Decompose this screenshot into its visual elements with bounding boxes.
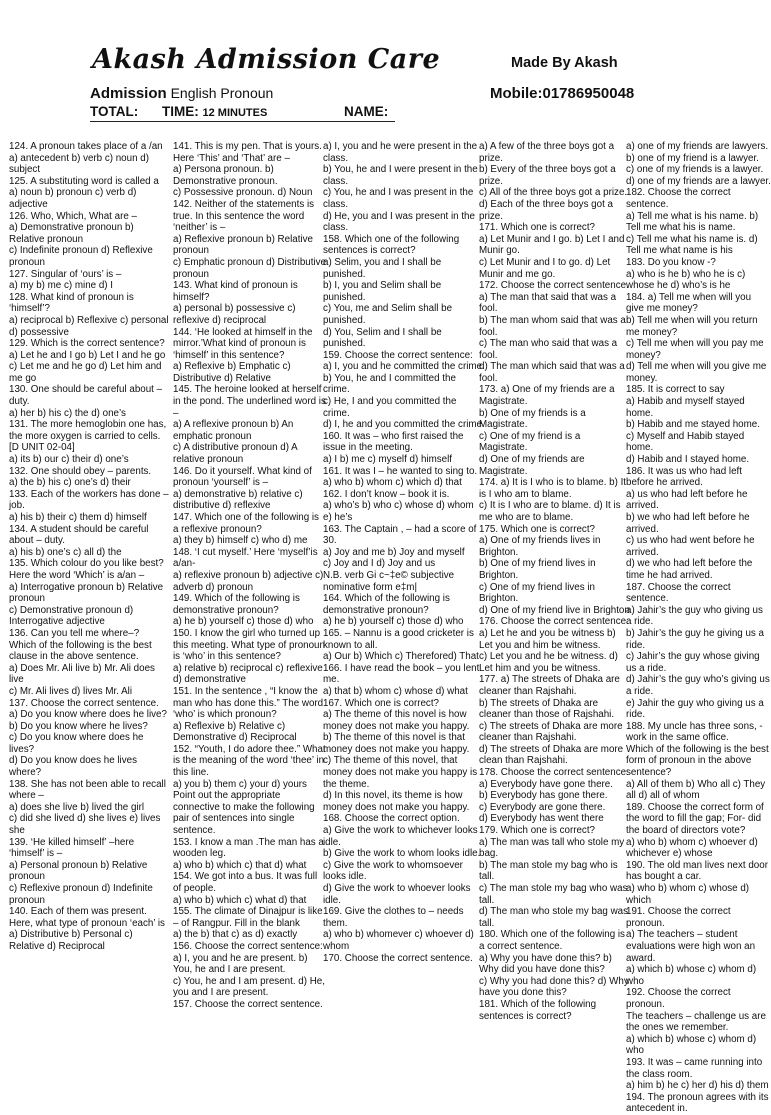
question-line: 135. Which colour do you like best? Here the word ‘Which’ is a/an –: [9, 558, 164, 581]
question-line: c) Indefinite pronoun d) Reflexive pronoun: [9, 245, 153, 268]
question-line: c) Myself and Habib stayed home.: [626, 430, 745, 454]
question-line: a) they b) himself c) who d) me: [173, 535, 308, 547]
question-line: 178. Choose the correct sentence:: [479, 767, 629, 779]
question-line: 153. I know a man .The man has a wooden leg.: [173, 836, 324, 860]
question-line: d) Jahir’s the guy who’s giving us a ride.: [626, 674, 770, 697]
question-line: b) You, he and I committed the crime.: [323, 372, 456, 396]
question-line: a) The man was tall who stole my bag.: [479, 836, 625, 860]
question-line: c) Demonstrative pronoun d) Interrogative adjective: [9, 604, 134, 628]
question-line: 150. I know the girl who turned up this meeting. What type of pronoun is ‘who’ in this sentence?: [173, 627, 325, 663]
question-line: b) You, he and I were present in the class.: [323, 164, 478, 187]
question-line: a) who b) whom c) whoever d) whichever e) whose: [626, 836, 758, 860]
question-line: 154. We got into a bus. It was full of people.: [173, 871, 318, 894]
question-line: d) Habib and I stayed home.: [626, 454, 750, 466]
question-line: a) Give the work to whichever looks idle.: [323, 825, 478, 848]
question-line: c) us who had went before he arrived.: [626, 535, 755, 558]
time-label: TIME:: [162, 104, 199, 119]
question-line: 190. The old man lives next door has bought a car.: [626, 859, 768, 883]
question-line: a) Our b) Which c) Therefored) That: [323, 651, 479, 663]
question-line: d) Each of the three boys got a prize.: [479, 198, 613, 222]
question-line: a) that b) whom c) whose d) what: [323, 685, 468, 697]
question-line: a) Habib and myself stayed home.: [626, 396, 745, 419]
question-line: a) The teachers – student evaluations were high won an award.: [626, 929, 756, 964]
question-line: a) Reflexive pronoun b) Relative pronoun: [173, 233, 313, 257]
question-line: a) Let he and I go b) Let I and he go: [9, 349, 166, 361]
question-line: b) one of my friend is a lawyer.: [626, 152, 759, 164]
question-line: c) The man who said that was a fool.: [479, 338, 618, 361]
question-line: b) Give the work to whom looks idle.: [323, 848, 481, 860]
question-line: b) The man stole my bag who is tall.: [479, 859, 618, 883]
question-line: a) reflexive pronoun b) adjective c) adverb d) pronoun: [173, 569, 324, 593]
question-line: b) Habib and me stayed home.: [626, 419, 760, 431]
question-line: a) I, you and he committed the crime.: [323, 361, 485, 373]
question-line: a) I, you and he were present in the class.: [323, 141, 478, 164]
question-line: 167. Which one is correct?: [323, 697, 439, 709]
question-line: a) A reflexive pronoun b) An emphatic pronoun: [173, 419, 294, 442]
question-line: d) Everybody has went there: [479, 813, 604, 825]
question-line: c) One of my friend lives in Brighton.: [479, 581, 595, 605]
question-line: a) Why you have done this? b) Why did you have done this?: [479, 952, 612, 976]
question-line: d) In this novel, its theme is how money does not make you happy.: [323, 790, 470, 813]
question-line: 172. Choose the correct sentence.: [479, 280, 629, 292]
question-line: 128. What kind of pronoun is ‘himself’?: [9, 291, 134, 315]
question-line: a) Does Mr. Ali live b) Mr. Ali does live: [9, 662, 155, 686]
question-line: a) I, you and he are present. b) You, he and I are present.: [173, 952, 308, 976]
question-line: c) Emphatic pronoun d) Distributive pronoun: [173, 256, 327, 280]
question-line: 160. It was – who first raised the issue in the meeting.: [323, 430, 464, 454]
question-line: 152. “Youth, I do adore thee.” What is the meaning of the word ‘thee’ in this line.: [173, 743, 326, 779]
question-line: 138. She has not been able to recall where –: [9, 778, 166, 802]
question-line: a) which b) whose c) whom d) who: [626, 1033, 757, 1057]
question-line: a) him b) he c) her d) his d) them: [626, 1080, 769, 1092]
question-line: a) his b) their c) them d) himself: [9, 512, 147, 523]
question-line: 132. One should obey – parents.: [9, 465, 152, 477]
question-line: 189. Choose the correct form of the word to fill the gap; For- did the board of directors vote?: [626, 801, 764, 837]
question-line: 156. Choose the correct sentence:: [173, 940, 323, 952]
question-column-3: [323, 141, 485, 1021]
question-line: c) Joy and I d) Joy and us: [323, 558, 436, 570]
question-line: a) Personal pronoun b) Relative pronoun: [9, 859, 148, 883]
question-line: 141. This is my pen. That is yours. Here ‘This’ and ‘That’ are –: [173, 141, 322, 164]
question-line: a) my b) me c) mine d) I: [9, 280, 113, 292]
question-line: d) The man who stole my bag was tall.: [479, 906, 629, 929]
question-line: c) Everybody are gone there.: [479, 801, 606, 813]
question-line: 158. Which one of the following sentences is correct?: [323, 233, 460, 257]
question-line: c) The streets of Dhaka are more cleaner than Rajshahi.: [479, 720, 623, 744]
question-line: a) Let Munir and I go. b) Let I and Munir go.: [479, 233, 625, 257]
question-line: c) Let you and he be witness. d) Let him and you be witness.: [479, 651, 618, 674]
exam-info-line: [90, 104, 388, 119]
question-line: 129. Which is the correct sentence?: [9, 338, 165, 350]
question-line: a) which b) whose c) whom d) who: [626, 964, 757, 987]
question-line: d) You, Selim and I shall be punished.: [323, 326, 442, 350]
question-column-5: [626, 141, 771, 1115]
question-line: b) The theme of this novel is that money does not make you happy.: [323, 732, 470, 755]
question-line: a) personal b) possessive c) reflexive d) reciprocal: [173, 303, 296, 326]
question-line: 192. Choose the correct pronoun.: [626, 987, 731, 1010]
brand-title: Akash Admission Care: [92, 44, 441, 75]
question-line: 184. a) Tell me when will you give me money?: [626, 291, 752, 315]
question-line: 130. One should be careful about – duty.: [9, 384, 163, 408]
question-line: 145. The heroine looked at herself in the pond. The underlined word is –: [173, 384, 326, 419]
question-line: 147. Which one of the following is a reflexive pronoun?: [173, 512, 319, 535]
question-line: 187. Choose the correct sentence.: [626, 581, 731, 605]
question-line: 157. Choose the correct sentence.: [173, 998, 323, 1010]
question-line: a) who b) which c) that d) what: [173, 859, 307, 871]
question-line: 125. A substituting word is called a: [9, 175, 159, 187]
question-line: d) The streets of Dhaka are more clean than Rajshahi.: [479, 743, 624, 767]
question-line: 168. Choose the correct option.: [323, 813, 460, 825]
question-line: 134. A student should be careful about – duty.: [9, 523, 149, 547]
question-line: d) He, you and I was present in the class.: [323, 210, 475, 234]
worksheet-header: [0, 0, 768, 136]
question-line: a) her b) his c) the d) one’s: [9, 407, 126, 419]
question-line: c) It is I who are to blame. d) It is me who are to blame.: [479, 500, 621, 523]
question-line: 164. Which of the following is demonstrative pronoun?: [323, 593, 450, 616]
question-line: a) Selim, you and I shall be punished.: [323, 256, 442, 280]
question-line: d) I, he and you committed the crime.: [323, 419, 485, 431]
question-line: a) Jahir’s the guy who giving us a ride.: [626, 604, 763, 628]
question-line: d) One of my friend live in Brighton: [479, 604, 630, 616]
question-line: 185. It is correct to say: [626, 384, 725, 396]
question-line: a) who b) whom c) whose d) which: [626, 883, 750, 906]
question-line: a) relative b) reciprocal c) reflexive d) demonstrative: [173, 662, 323, 686]
question-line: d) The man which said that was a fool.: [479, 361, 625, 384]
question-line: d) we who had left before the time he had arrived.: [626, 558, 753, 581]
made-by-label: Made By Akash: [511, 55, 618, 71]
question-line: a) his b) one’s c) all d) the: [9, 546, 122, 558]
question-line: b) One of my friend lives in Brighton.: [479, 558, 596, 581]
question-line: 175. Which one is correct?: [479, 523, 595, 535]
question-line: 131. The more hemoglobin one has, the more oxygen is carried to cells. [D UNIT 02-04]: [9, 419, 167, 454]
question-line: 133. Each of the workers has done – job.: [9, 488, 169, 512]
time-value: 12 MINUTES: [202, 107, 268, 119]
question-line: a) Reflexive b) Relative c) Demonstrative d) Reciprocal: [173, 720, 297, 744]
question-line: c) Let Munir and I to go. d) Let Munir and me go.: [479, 256, 611, 280]
question-line: c) He, I and you committed the crime.: [323, 396, 457, 419]
question-line: 191. Choose the correct pronoun.: [626, 906, 731, 929]
question-line: 188. My uncle has three sons, - work in the same office.: [626, 720, 763, 744]
question-line: 136. Can you tell me where–? Which of the following is the best clause in the above sentence.: [9, 627, 152, 663]
question-line: c) Reflexive pronoun d) Indefinite pronoun: [9, 883, 153, 906]
question-line: b) Everybody has gone there.: [479, 790, 608, 802]
question-line: d) Do you know does he lives where?: [9, 755, 137, 779]
question-columns: [9, 141, 771, 1115]
question-line: 161. It was I – he wanted to sing to.: [323, 465, 478, 477]
question-line: 151. In the sentence , “I know the man who has done this.” The word ‘who’ is which pronoun?: [173, 685, 324, 721]
question-line: a) antecedent b) verb c) noun d) subject: [9, 152, 149, 176]
question-line: 174. a) It is I who is to blame. b) It is I who am to blame.: [479, 477, 627, 500]
question-line: 180. Which one of the following is a correct sentence.: [479, 929, 625, 952]
question-line: 144. ‘He looked at himself in the mirror.’What kind of pronoun is ‘himself’ in this sentence?: [173, 326, 313, 361]
question-line: e) Jahir the guy who giving us a ride.: [626, 697, 764, 721]
question-line: a) One of my friends lives in Brighton.: [479, 535, 601, 558]
question-line: c) Possessive pronoun. d) Noun: [173, 187, 313, 199]
question-line: a) Interrogative pronoun b) Relative pronoun: [9, 581, 164, 605]
question-line: a) Joy and me b) Joy and myself: [323, 546, 465, 558]
question-line: a) A few of the three boys got a prize.: [479, 141, 615, 164]
question-line: 142. Neither of the statements is true. In this sentence the word ‘neither’ is –: [173, 198, 315, 234]
question-line: 127. Singular of ‘ours’ is –: [9, 268, 122, 280]
question-line: a) Distributive b) Personal c) Relative d) Reciprocal: [9, 929, 133, 952]
question-line: b) Jahir’s the guy he giving us a ride.: [626, 627, 764, 651]
question-line: a) Demonstrative pronoun b) Relative pronoun: [9, 222, 134, 245]
question-line: 170. Choose the correct sentence.: [323, 952, 473, 964]
question-line: 182. Choose the correct sentence.: [626, 187, 731, 210]
question-line: b) The man whom said that was a fool.: [479, 314, 626, 338]
question-line: 155. The climate of Dinajpur is like – of Rangpur. Fill in the blank: [173, 906, 323, 929]
question-line: 165. – Nannu is a good cricketer is known to all.: [323, 627, 474, 651]
question-line: a) who b) which c) what d) that: [173, 894, 307, 906]
question-line: 148. ‘I cut myself.’ Here ‘myself’is a/an-: [173, 546, 318, 570]
question-line: a) you b) them c) your d) yours Point out the appropriate connective to make the following pair of sentences into single sentence.: [173, 778, 315, 837]
question-line: a) Do you know where does he live?: [9, 709, 167, 721]
question-line: c) You, me and Selim shall be punished.: [323, 303, 453, 326]
mobile-number: Mobile:01786950048: [490, 85, 635, 102]
question-line: b) we who had left before he arrived.: [626, 512, 750, 535]
question-line: 194. The pronoun agrees with its antecedent in.: [626, 1091, 769, 1115]
question-line: 146. Do it yourself. What kind of pronoun ‘yourself’ is –: [173, 465, 312, 489]
question-line: c) All of the three boys got a prize.: [479, 187, 628, 199]
question-line: a) its b) our c) their d) one’s: [9, 454, 129, 466]
question-line: 193. It was – came running into the class room.: [626, 1056, 763, 1080]
question-line: c) Jahir’s the guy whose giving us a ride.: [626, 651, 760, 674]
question-line: a) All of them b) Who all c) They all d) all of whom: [626, 778, 766, 802]
question-line: Which of the following is the best form of pronoun in the above sentence?: [626, 743, 769, 779]
question-line: c) did she lived d) she lives e) lives she: [9, 813, 161, 837]
question-line: a) Everybody have gone there.: [479, 778, 613, 790]
question-line: a) who b) whomever c) whoever d) whom: [323, 929, 474, 952]
time-block: [162, 104, 344, 119]
question-line: b) I, you and Selim shall be punished.: [323, 280, 442, 303]
question-line: b) Do you know where he lives?: [9, 720, 148, 732]
question-line: a) Let he and you be witness b) Let you and him be witness.: [479, 627, 616, 651]
question-column-2: [173, 141, 326, 1021]
question-line: The teachers – challenge us are the ones we remember.: [626, 1010, 766, 1034]
question-line: 171. Which one is correct?: [479, 222, 595, 234]
question-line: c) Why you had done this? d) Why have you done this?: [479, 975, 629, 999]
question-line: a) The man that said that was a fool.: [479, 291, 617, 315]
question-line: 169. Give the clothes to – needs them.: [323, 906, 464, 929]
question-line: c) You, he and I am present. d) He, you and I are present.: [173, 975, 325, 999]
question-line: 137. Choose the correct sentence.: [9, 697, 159, 709]
question-column-4: [479, 141, 631, 1021]
question-line: a) does she live b) lived the girl: [9, 801, 145, 813]
question-line: b) One of my friends is a Magistrate.: [479, 407, 586, 431]
question-line: a) he b) yourself c) those d) who: [173, 616, 314, 628]
question-line: d) Give the work to whoever looks idle.: [323, 883, 471, 906]
question-line: a) who’s b) who c) whose d) whom e) he’s: [323, 500, 474, 523]
question-line: 126. Who, Which, What are –: [9, 210, 137, 222]
question-line: d) One of my friends are Magistrate.: [479, 454, 585, 477]
question-line: a) demonstrative b) relative c) distributive d) reflexive: [173, 488, 303, 512]
question-line: b) Tell me when will you return me money?: [626, 314, 758, 338]
question-line: 183. Do you know -?: [626, 256, 716, 268]
question-line: b) The streets of Dhaka are cleaner than those of Rajshahi.: [479, 697, 615, 721]
question-line: 181. Which of the following sentences is correct?: [479, 998, 597, 1022]
question-line: c) one of my friends is a lawyer.: [626, 164, 764, 176]
question-line: 139. ‘He killed himself’ –here ‘himself’ is –: [9, 836, 135, 860]
question-line: c) You, he and I was present in the class.: [323, 187, 474, 210]
question-line: a) the b) his c) one’s d) their: [9, 477, 131, 489]
question-line: 186. It was us who had left before he arrived.: [626, 465, 742, 489]
question-line: a) Reflexive b) Emphatic c) Distributive d) Relative: [173, 361, 291, 384]
question-line: c) Give the work to whomsoever looks idle.: [323, 859, 463, 883]
question-line: c) Let me and he go d) Let him and me go: [9, 361, 162, 384]
question-line: c) One of my friend is a Magistrate.: [479, 430, 581, 454]
question-line: 140. Each of them was present. Here, what type of pronoun ‘each’ is: [9, 906, 165, 929]
question-line: c) A distributive pronoun d) A relative pronoun: [173, 442, 298, 466]
name-label: NAME:: [344, 104, 389, 119]
question-line: c) The theme of this novel, that money does not make you happy is the theme.: [323, 755, 478, 790]
header-underline: [90, 121, 395, 122]
question-line: 163. The Captain , – had a score of 30.: [323, 523, 477, 547]
question-line: 176. Choose the correct sentence.: [479, 616, 629, 628]
question-line: 159. Choose the correct sentence:: [323, 349, 473, 361]
question-line: c) The man stole my bag who was tall.: [479, 883, 628, 906]
question-line: c) Tell me when will you pay me money?: [626, 338, 764, 361]
question-line: 166. I have read the book – you lent me.: [323, 662, 480, 686]
question-line: 177. a) The streets of Dhaka are cleaner than Rajshahi.: [479, 674, 620, 697]
question-line: d) one of my friends are a lawyer.: [626, 175, 771, 187]
subject-label: English Pronoun: [170, 85, 274, 101]
question-line: a) us who had left before he arrived.: [626, 488, 748, 512]
question-line: a) who is he b) who he is c) whose he d) who’s is he: [626, 268, 746, 292]
question-line: a) noun b) pronoun c) verb d) adjective: [9, 187, 137, 210]
question-line: a) he b) yourself c) those d) who: [323, 616, 464, 628]
question-line: c) Do you know where does he lives?: [9, 732, 144, 755]
question-line: a) I b) me c) myself d) himself: [323, 454, 453, 466]
admission-label: Admission: [90, 85, 167, 102]
question-line: a) one of my friends are lawyers.: [626, 141, 769, 152]
subject-line: [90, 85, 273, 102]
question-column-1: [9, 141, 169, 1021]
question-line: a) reciprocal b) Reflexive c) personal d) possessive: [9, 314, 169, 338]
question-line: a) who b) whom c) which d) that: [323, 477, 462, 489]
question-line: 124. A pronoun takes place of a /an: [9, 141, 163, 152]
question-line: c) Tell me what his name is. d) Tell me what name is his: [626, 233, 758, 257]
question-line: b) Every of the three boys got a prize.: [479, 164, 616, 187]
total-label: TOTAL:: [90, 104, 139, 119]
question-line: a) Tell me what is his name. b) Tell me what his is name.: [626, 210, 759, 234]
question-line: 149. Which of the following is demonstrative pronoun?: [173, 593, 300, 616]
question-line: a) the b) that c) as d) exactly: [173, 929, 298, 941]
question-line: d) Tell me when will you give me money.: [626, 361, 767, 384]
question-line: 162. I don’t know – book it is.: [323, 488, 450, 500]
question-line: 143. What kind of pronoun is himself?: [173, 280, 298, 303]
question-line: 179. Which one is correct?: [479, 825, 595, 837]
question-line: N.B. verb Gi c~‡e© subjective nominative form e‡m|: [323, 569, 455, 593]
question-line: 173. a) One of my friends are a Magistrate.: [479, 384, 615, 408]
question-line: a) The theme of this novel is how money does not make you happy.: [323, 709, 470, 732]
question-line: c) Mr. Ali lives d) lives Mr. Ali: [9, 685, 133, 697]
question-line: a) Persona pronoun. b) Demonstrative pronoun.: [173, 164, 278, 187]
